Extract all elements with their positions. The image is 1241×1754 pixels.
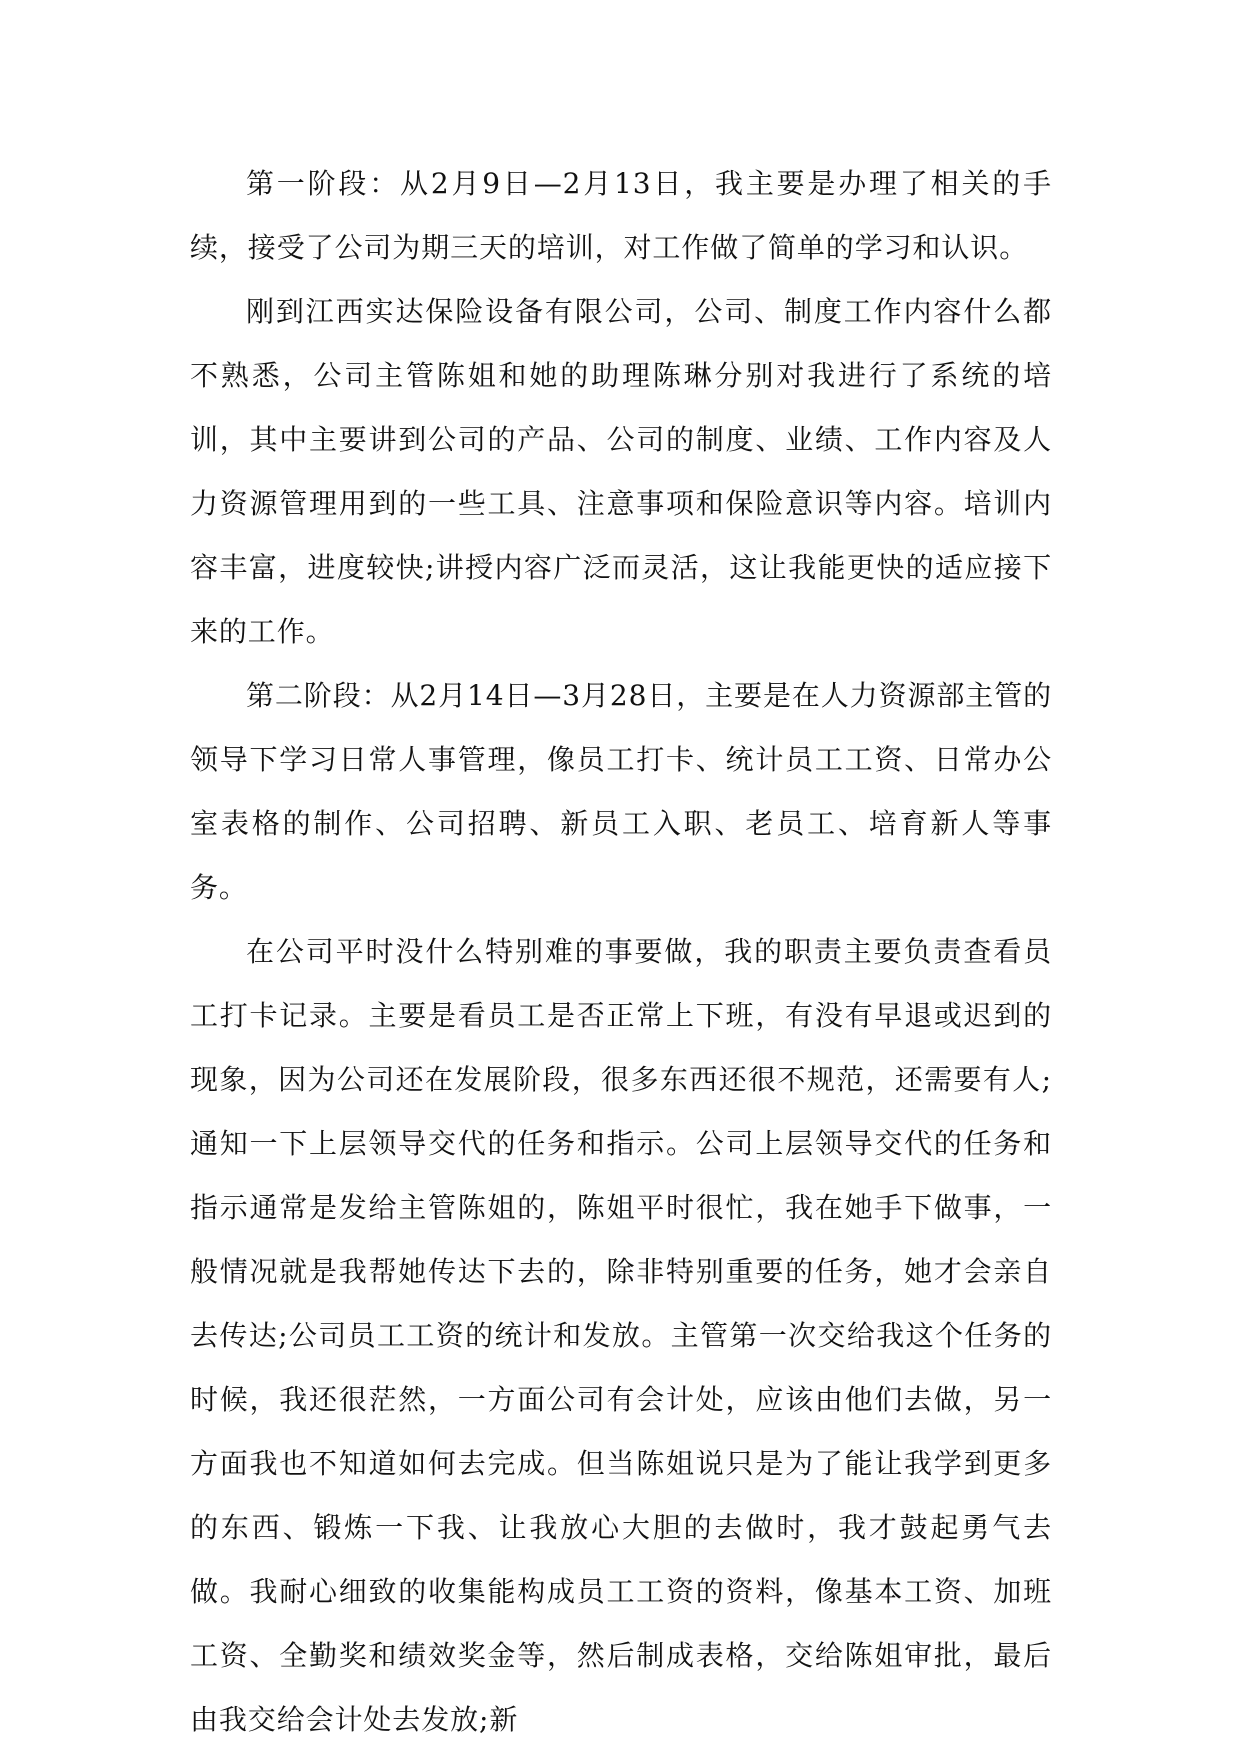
paragraph-stage-one: 第一阶段：从2月9日—2月13日，我主要是办理了相关的手续，接受了公司为期三天的培训，对工作做了简单的学习和认识。 bbox=[190, 167, 1052, 264]
paragraph-duties: 在公司平时没什么特别难的事要做，我的职责主要负责查看员工打卡记录。主要是看员工是否正常上下班，有没有早退或迟到的现象，因为公司还在发展阶段，很多东西还很不规范，还需要有人;通知一下上层领导交代的任务和指示。公司上层领导交代的任务和指示通常是发给主管陈姐的，陈姐平时很忙，我在她手下做事，一般情况就是我帮她传达下去的，除非特别重要的任务，她才会亲自去传达;公司员工工资的统计和发放。主管第一次交给我这个任务的时候，我还很茫然，一方面公司有会计处，应该由他们去做，另一方面我也不知道如何去完成。但当陈姐说只是为了能让我学到更多的东西、锻炼一下我、让我放心大胆的去做时，我才鼓起勇气去做。我耐心细致的收集能构成员工工资的资料，像基本工资、加班工资、全勤奖和绩效奖金等，然后制成表格，交给陈姐审批，最后由我交给会计处去发放;新 bbox=[190, 935, 1052, 1736]
paragraph-stage-two: 第二阶段：从2月14日—3月28日，主要是在人力资源部主管的领导下学习日常人事管理，像员工打卡、统计员工工资、日常办公室表格的制作、公司招聘、新员工入职、老员工、培育新人等事务。 bbox=[190, 679, 1052, 904]
document-body bbox=[190, 152, 1052, 1752]
paragraph-training: 刚到江西实达保险设备有限公司，公司、制度工作内容什么都不熟悉，公司主管陈姐和她的助理陈琳分别对我进行了系统的培训，其中主要讲到公司的产品、公司的制度、业绩、工作内容及人力资源管理用到的一些工具、注意事项和保险意识等内容。培训内容丰富，进度较快;讲授内容广泛而灵活，这让我能更快的适应接下来的工作。 bbox=[190, 295, 1052, 648]
